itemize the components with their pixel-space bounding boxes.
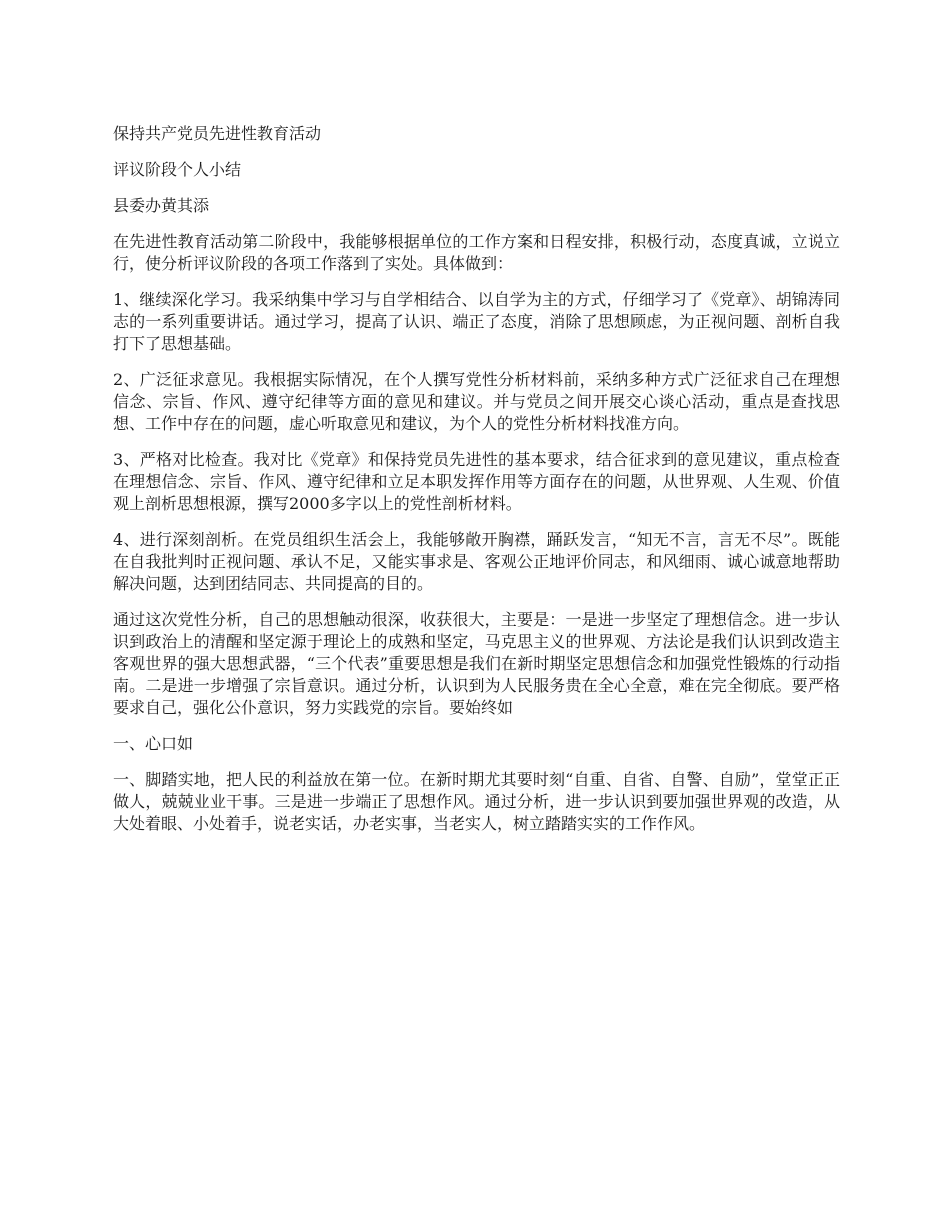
document-author: 县委办黄其添 — [113, 196, 210, 215]
paragraph-point-1: 1、继续深化学习。我采纳集中学习与自学相结合、以自学为主的方式，仔细学习了《党章》、胡锦涛同志的一系列重要讲话。通过学习，提高了认识、端正了态度，消除了思想顾虑，为正视问题、剖析自我打下了思想基础。 — [113, 290, 840, 353]
document-subtitle: 评议阶段个人小结 — [113, 160, 242, 179]
paragraph-point-4: 4、进行深刻剖析。在党员组织生活会上，我能够敞开胸襟，踊跃发言，“知无不言，言无不尽”。既能在自我批判时正视问题、承认不足，又能实事求是、客观公正地评价同志，和风细雨、诚心诚意地帮助解决问题，达到团结同志、共同提高的目的。 — [113, 530, 840, 593]
paragraph-intro: 在先进性教育活动第二阶段中，我能够根据单位的工作方案和日程安排，积极行动，态度真诚，立说立行，使分析评议阶段的各项工作落到了实处。具体做到： — [113, 232, 840, 273]
paragraph-point-2: 2、广泛征求意见。我根据实际情况，在个人撰写党性分析材料前，采纳多种方式广泛征求自己在理想信念、宗旨、作风、遵守纪律等方面的意见和建议。并与党员之间开展交心谈心活动，重点是查找思想、工作中存在的问题，虚心听取意见和建议，为个人的党性分析材料找准方向。 — [113, 370, 840, 433]
paragraph-summary: 通过这次党性分析，自己的思想触动很深，收获很大，主要是：一是进一步坚定了理想信念。进一步认识到政治上的清醒和坚定源于理论上的成熟和坚定，马克思主义的世界观、方法论是我们认识到改造主客观世界的强大思想武器，“三个代表”重要思想是我们在新时期坚定思想信念和加强党性锻炼的行动指南。二是进一步增强了宗旨意识。通过分析，认识到为人民服务贵在全心全意，难在完全彻底。要严格要求自己，强化公仆意识，努力实践党的宗旨。要始终如 — [113, 610, 840, 717]
document-title: 保持共产党员先进性教育活动 — [113, 124, 322, 143]
paragraph-closing: 一、脚踏实地，把人民的利益放在第一位。在新时期尤其要时刻“自重、自省、自警、自励”，堂堂正正做人，兢兢业业干事。三是进一步端正了思想作风。通过分析，进一步认识到要加强世界观的改造，从大处着眼、小处着手，说老实话，办老实事，当老实人，树立踏踏实实的工作作风。 — [113, 770, 840, 833]
paragraph-point-3: 3、严格对比检查。我对比《党章》和保持党员先进性的基本要求，结合征求到的意见建议，重点检查在理想信念、宗旨、作风、遵守纪律和立足本职发挥作用等方面存在的问题，从世界观、人生观、价值观上剖析思想根源，撰写2000多字以上的党性剖析材料。 — [113, 450, 840, 513]
paragraph-fragment: 一、心口如 — [113, 734, 194, 753]
document-page — [113, 123, 840, 849]
